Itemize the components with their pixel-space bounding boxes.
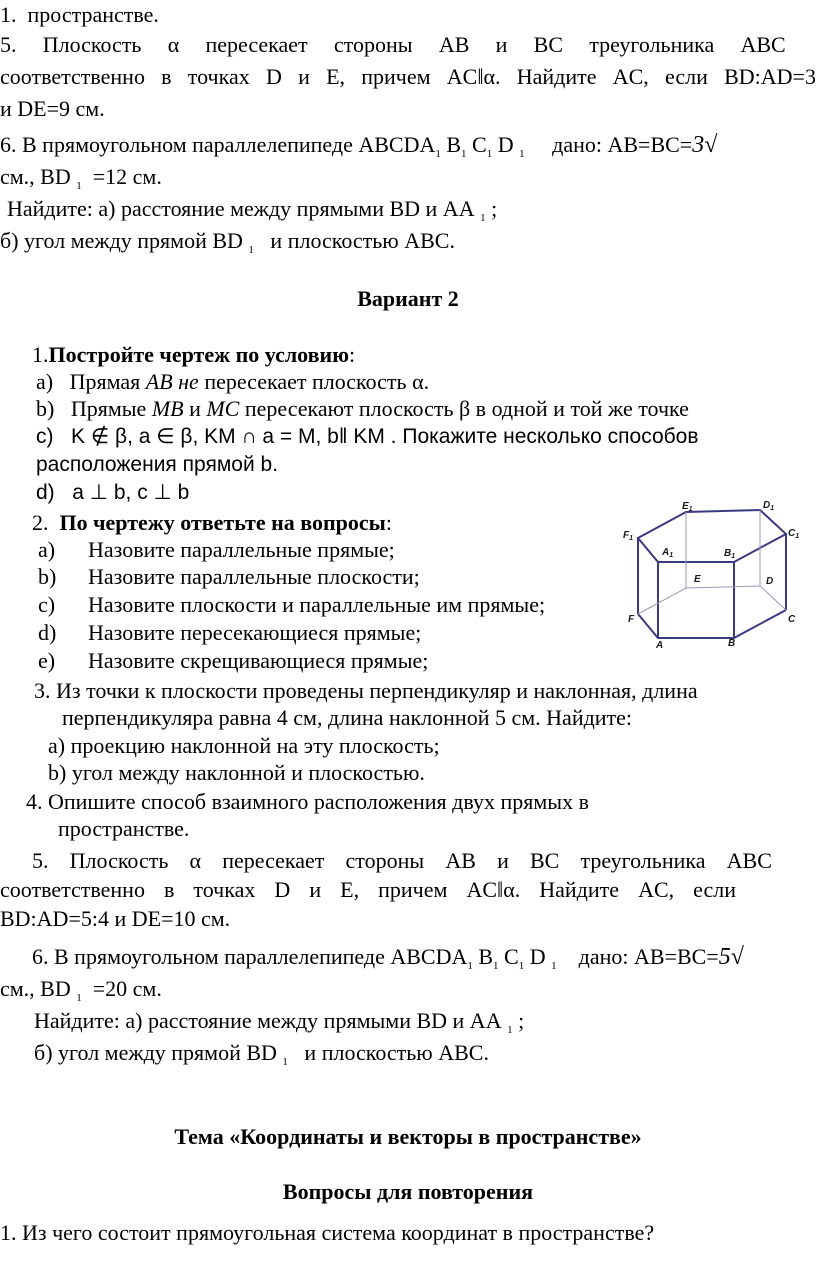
q1-item-a: а) Прямая AB не пересекает плоскость α. <box>36 369 430 394</box>
prev-line-1: 1. пространстве. <box>0 2 159 27</box>
review-question-1: 1. Из чего состоит прямоугольная система координат в пространстве? <box>0 1220 655 1245</box>
label-B1: $B_1$ <box>724 548 736 560</box>
variant-title: Вариант 2 <box>357 286 459 311</box>
prev-problem-5-line-3: и DE=9 см. <box>0 96 105 121</box>
q2-item-d: d) Назовите пересекающиеся прямые; <box>38 620 422 645</box>
q1-item-b: b) Прямые MB и MC пересекают плоскость β в одной и той же точке <box>36 396 689 421</box>
q3-line-2: перпендикуляра равна 4 см, длина наклонной 5 см. Найдите: <box>62 705 633 730</box>
q2-item-e: e) Назовите скрещивающиеся прямые; <box>38 648 429 673</box>
q6-line-4: б) угол между прямой BD $_1$ и плоскостью ABC. <box>34 1040 489 1068</box>
q4-line-1: 4. Опишите способ взаимного расположения двух прямых в <box>26 789 589 814</box>
q2-item-a: a) Назовите параллельные прямые; <box>38 537 395 562</box>
prev-problem-6-line-2: см., BD $_1$ =12 см. <box>0 164 162 192</box>
label-F1: $F_1$ <box>623 530 634 542</box>
label-D: D <box>766 576 774 587</box>
bottom-hidden-edges <box>638 586 786 614</box>
prev-problem-5-line-2: соответственно в точках D и E, причем AC‖α. Найдите AC, если BD:AD=3 <box>0 64 816 89</box>
q3-line-1: 3. Из точки к плоскости проведены перпендикуляр и наклонная, длина <box>34 678 698 703</box>
bottom-visible-edges <box>638 610 786 638</box>
q5-line-3: BD:AD=5:4 и DE=10 см. <box>0 906 231 931</box>
label-E1: $E_1$ <box>682 501 693 513</box>
q6-line-2: см., BD $_1$ =20 см. <box>0 976 162 1004</box>
q3-item-a: a) проекцию наклонной на эту плоскость; <box>48 733 440 758</box>
q6-line-3: Найдите: а) расстояние между прямыми BD и AA $_1$ ; <box>34 1008 525 1036</box>
q2-item-c: c) Назовите плоскости и параллельные им прямые; <box>38 592 546 617</box>
top-hexagon <box>638 510 786 562</box>
prev-problem-6-line-4: б) угол между прямой BD $_1$ и плоскостью ABC. <box>0 228 455 256</box>
label-C1: $C_1$ <box>788 528 800 540</box>
label-E: E <box>694 574 701 585</box>
label-D1: $D_1$ <box>763 500 775 512</box>
review-title: Вопросы для повторения <box>282 1179 534 1204</box>
q1-item-d: d) a ⊥ b, c ⊥ b <box>36 481 190 504</box>
q6-line-1: 6. В прямоугольном параллелепипеде $ABCDA_1$ $B_1$ $C_1$ D $_1$ дано: AB=BC=5√ <box>32 944 744 972</box>
hexagonal-prism-figure <box>618 498 816 650</box>
q2-heading: 2. По чертежу ответьте на вопросы: <box>32 510 392 535</box>
q5-line-1: 5. Плоскость α пересекает стороны AB и BC треугольника ABC <box>32 848 772 873</box>
q4-line-2: пространстве. <box>58 816 190 841</box>
topic-title: Тема «Координаты и векторы в пространстве» <box>174 1124 642 1149</box>
prev-problem-6-line-1: 6. В прямоугольном параллелепипеде $ABCDA_1$ $B_1$ $C_1$ D $_1$ дано: AB=BC=3√ <box>0 132 718 160</box>
prev-problem-5-line-1: 5. Плоскость α пересекает стороны AB и BC треугольника ABC <box>0 32 786 57</box>
prism-edges <box>638 510 786 638</box>
q2-item-b: b) Назовите параллельные плоскости; <box>38 564 420 589</box>
prev-problem-6-line-3: Найдите: а) расстояние между прямыми BD и AA $_1$ ; <box>7 196 498 224</box>
label-F: F <box>628 614 635 625</box>
label-C: C <box>788 614 796 625</box>
label-B: B <box>728 638 736 649</box>
q5-line-2: соответственно в точках D и E, причем AC‖α. Найдите AC, если <box>0 877 736 902</box>
q1-heading: 1.Постройте чертеж по условию: <box>32 342 356 367</box>
q3-item-b: b) угол между наклонной и плоскостью. <box>48 760 425 785</box>
label-A1: $A_1$ <box>662 547 674 559</box>
q1-item-c-cont: расположения прямой b. <box>36 453 279 476</box>
q1-item-c: c) K ∉ β, a ∈ β, KM ∩ a = M, b‖ KM . Покажите несколько способов <box>36 425 699 448</box>
label-A: A <box>656 640 664 650</box>
